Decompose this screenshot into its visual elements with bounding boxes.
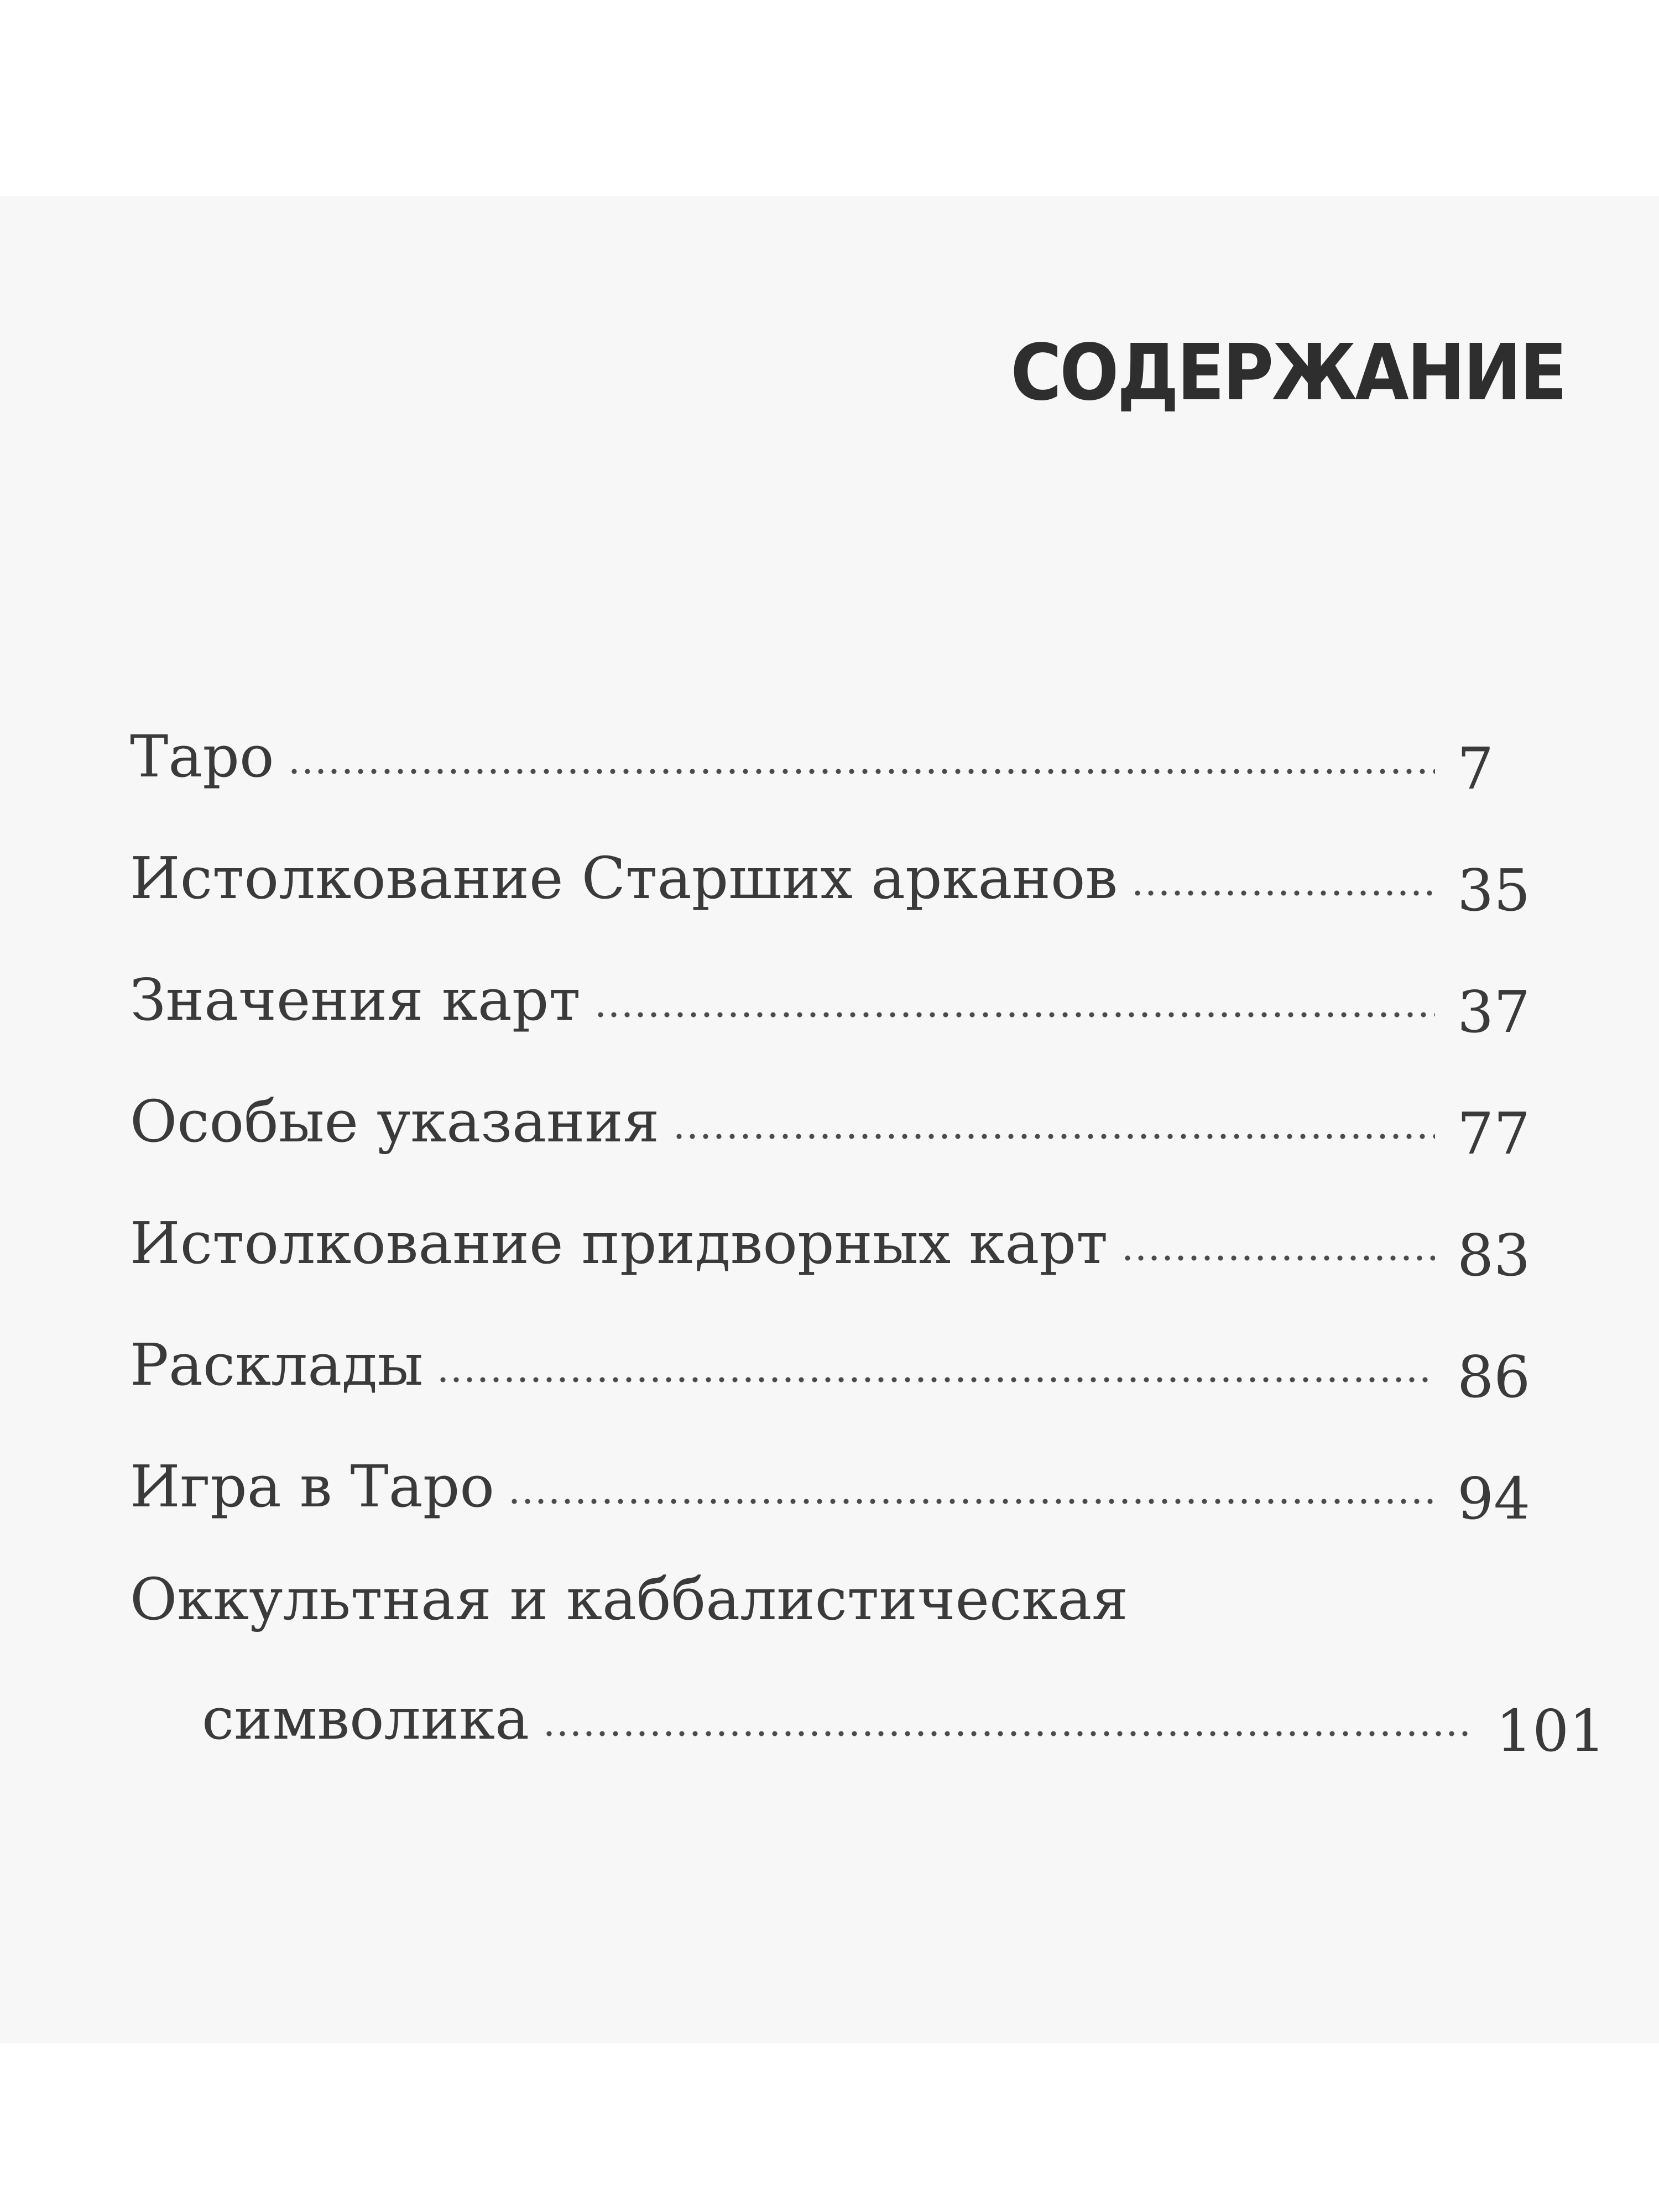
toc-entry xyxy=(130,841,1573,962)
toc-entry-page: 83 xyxy=(1457,1222,1531,1289)
toc-entry-page: 101 xyxy=(1496,1697,1606,1765)
toc-entry-page: 35 xyxy=(1457,857,1531,924)
dot-leader xyxy=(594,1011,1435,1019)
dot-leader xyxy=(288,768,1435,775)
dot-leader xyxy=(542,1730,1474,1738)
toc-entry xyxy=(130,1449,1573,1571)
toc-entry xyxy=(130,962,1573,1084)
dot-leader xyxy=(1121,1254,1435,1262)
dot-leader xyxy=(672,1133,1435,1140)
toc-entry-title: Игра в Таро xyxy=(130,1453,494,1520)
dot-leader xyxy=(1131,889,1435,897)
toc-entry-title-line2: символика xyxy=(202,1685,530,1752)
toc-entry-title: Особые указания xyxy=(130,1088,660,1155)
page-title: СОДЕРЖАНИЕ xyxy=(1010,328,1565,418)
book-page xyxy=(0,196,1659,2043)
dot-leader xyxy=(436,1376,1435,1384)
table-of-contents xyxy=(130,719,1606,1814)
toc-entry-page: 7 xyxy=(1457,735,1494,802)
toc-entry xyxy=(130,719,1573,841)
toc-entry-title: Таро xyxy=(130,723,274,790)
toc-entry-title: Истолкование Старших арканов xyxy=(130,844,1118,912)
toc-entry xyxy=(130,1206,1573,1327)
toc-entry-page: 77 xyxy=(1457,1100,1531,1167)
toc-entry-title: Истолкование придворных карт xyxy=(130,1209,1108,1277)
toc-entry-page: 94 xyxy=(1457,1465,1531,1532)
toc-entry xyxy=(130,1327,1573,1449)
toc-entry-title-line1: Оккультная и каббалистическая xyxy=(130,1566,1128,1633)
toc-entry xyxy=(130,1566,1606,1814)
toc-entry-page: 86 xyxy=(1457,1343,1531,1411)
toc-entry-page: 37 xyxy=(1457,978,1531,1046)
toc-entry-title: Расклады xyxy=(130,1331,424,1399)
toc-entry xyxy=(130,1084,1573,1206)
toc-entry-title: Значения карт xyxy=(130,966,581,1034)
dot-leader xyxy=(508,1498,1435,1505)
